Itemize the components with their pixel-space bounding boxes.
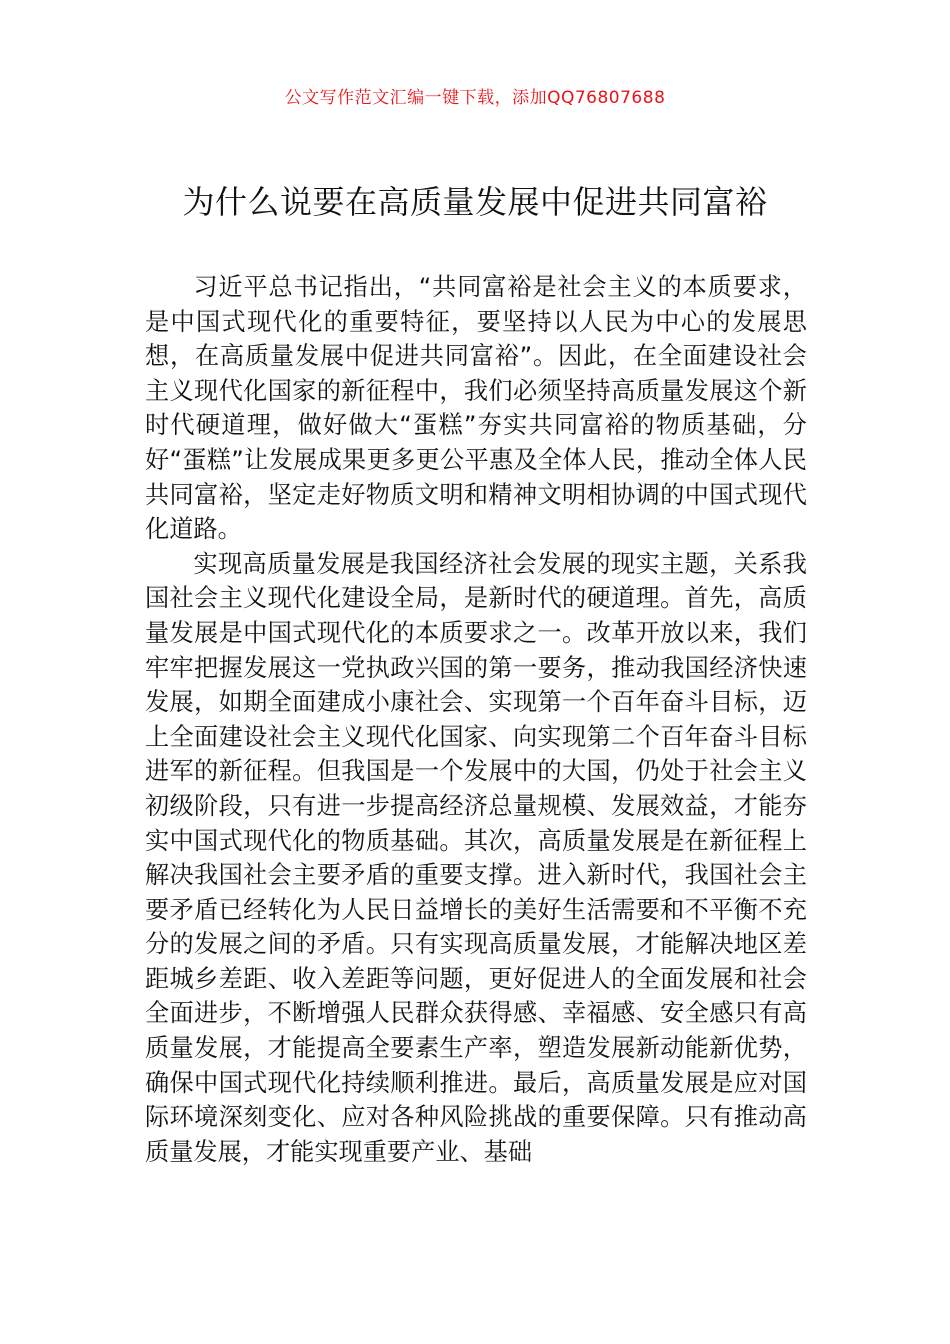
document-body — [145, 270, 807, 1169]
paragraph-2: 实现高质量发展是我国经济社会发展的现实主题，关系我国社会主义现代化建设全局，是新时代的硬道理。首先，高质量发展是中国式现代化的本质要求之一。改革开放以来，我们牢牢把握发展这一党执政兴国的第一要务，推动我国经济快速发展，如期全面建成小康社会、实现第一个百年奋斗目标，迈上全面建设社会主义现代化国家、向实现第二个百年奋斗目标进军的新征程。但我国是一个发展中的大国，仍处于社会主义初级阶段，只有进一步提高经济总量规模、发展效益，才能夯实中国式现代化的物质基础。其次，高质量发展是在新征程上解决我国社会主要矛盾的重要支撑。进入新时代，我国社会主要矛盾已经转化为人民日益增长的美好生活需要和不平衡不充分的发展之间的矛盾。只有实现高质量发展，才能解决地区差距城乡差距、收入差距等问题，更好促进人的全面发展和社会全面进步，不断增强人民群众获得感、幸福感、安全感只有高质量发展，才能提高全要素生产率，塑造发展新动能新优势，确保中国式现代化持续顺利推进。最后，高质量发展是应对国际环境深刻变化、应对各种风险挑战的重要保障。只有推动高质量发展，才能实现重要产业、基础 — [145, 549, 807, 1166]
download-banner: 公文写作范文汇编一键下载，添加QQ76807688 — [284, 88, 666, 108]
document-title: 为什么说要在高质量发展中促进共同富裕 — [182, 183, 768, 221]
paragraph-1: 习近平总书记指出，“共同富裕是社会主义的本质要求，是中国式现代化的重要特征，要坚持以人民为中心的发展思想，在高质量发展中促进共同富裕”。因此，在全面建设社会主义现代化国家的新征程中，我们必须坚持高质量发展这个新时代硬道理，做好做大“蛋糕”夯实共同富裕的物质基础，分好“蛋糕”让发展成果更多更公平惠及全体人民，推动全体人民共同富裕，坚定走好物质文明和精神文明相协调的中国式现代化道路。 — [145, 273, 807, 544]
